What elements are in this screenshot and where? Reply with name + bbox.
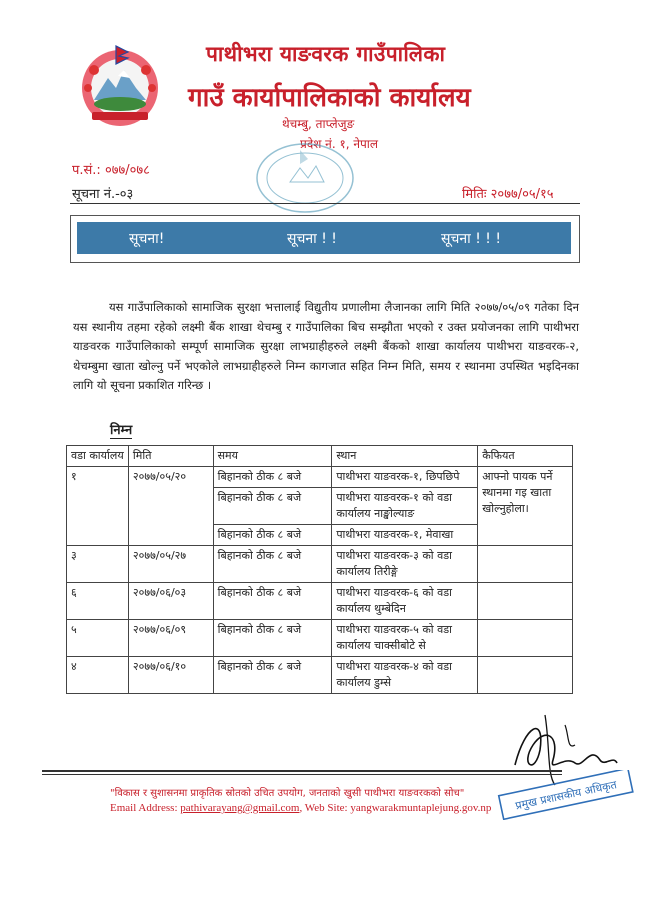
notice-body-text: यस गाउँपालिकाको सामाजिक सुरक्षा भत्तालाई विद्युतीय प्रणालीमा लैजानका लागि मिति २०७७/०५/०९ गतेका दिन यस स्थानीय तहमा रहेको लक्ष्मी बैंक शाखा थेचम्बु र गाउँपालिका बिच सम्झौता भएको र उक्त प्रयोजनका लागि पाथीभरा याङवरक गाउँपालिकाको सम्पूर्ण सामाजिक सुरक्षा लाभग्राहीहरुले लक्ष्मी बैंकको शाखा कार्यालय पाथीभरा याङवरक-२, थेचम्बुमा खाता खोल्नु पर्ने भएकोले लाभग्राहीहरुले निम्न कागजात सहित निम्न मिति, समय र स्थानमा उपस्थित भइदिनका लागि यो सूचना प्रकाशित गरिन्छ ।: [73, 300, 579, 392]
website-label: , Web Site:: [299, 802, 348, 814]
header-time: समय: [213, 446, 332, 467]
schedule-table: [66, 445, 573, 694]
cell-date: २०७७/०६/०३: [128, 583, 213, 620]
banner-word-1: सूचना!: [129, 231, 165, 247]
cell-ward: ३: [67, 546, 129, 583]
cell-time: बिहानको ठीक ८ बजे: [213, 583, 332, 620]
cell-place: पाथीभरा याङवरक-१, मेवाखा: [332, 525, 478, 546]
notice-number: सूचना नं.-०३: [72, 187, 134, 202]
table-row: [67, 583, 573, 620]
cell-ward: ४: [67, 657, 129, 694]
banner-word-3: सूचना ! ! !: [441, 231, 501, 247]
cell-date: २०७७/०५/२०: [128, 467, 213, 546]
header-place: स्थान: [332, 446, 478, 467]
header-ward: वडा कार्यालय: [67, 446, 129, 467]
reference-number: प.सं.: ०७७/०७८: [72, 163, 150, 178]
cell-date: २०७७/०६/१०: [128, 657, 213, 694]
website-link[interactable]: yangwarakmuntaplejung.gov.np: [350, 802, 492, 814]
officer-rubber-stamp: [490, 770, 640, 820]
table-row: [67, 467, 573, 488]
cell-place: पाथीभरा याङवरक-६ को वडा कार्यालय थुम्बेदिन: [332, 583, 478, 620]
cell-time: बिहानको ठीक ८ बजे: [213, 467, 332, 488]
footer-divider-thin: [42, 774, 562, 775]
header-date: मिति: [128, 446, 213, 467]
address-line-1: थेचम्बु, ताप्लेजुङ: [282, 117, 355, 131]
footer-slogan: "विकास र सुशासनमा प्राकृतिक स्रोतको उचित उपयोग, जनताको खुसी पाथीभरा याङवरकको सोच": [110, 788, 465, 799]
cell-ward: ५: [67, 620, 129, 657]
notice-body-paragraph: [73, 298, 579, 396]
cell-ward: १: [67, 467, 129, 546]
table-row: [67, 620, 573, 657]
cell-date: २०७७/०६/०९: [128, 620, 213, 657]
cell-time: बिहानको ठीक ८ बजे: [213, 620, 332, 657]
cell-ward: ६: [67, 583, 129, 620]
header-divider: [70, 203, 580, 204]
banner-word-2: सूचना ! !: [287, 231, 337, 247]
email-link[interactable]: pathivarayang@gmail.com: [180, 802, 300, 814]
header-remarks: कैफियत: [478, 446, 573, 467]
email-label: Email Address:: [110, 802, 178, 814]
cell-place: पाथीभरा याङवरक-३ को वडा कार्यालय तिरीङ्गे: [332, 546, 478, 583]
municipality-name: पाथीभरा याङवरक गाउँपालिका: [206, 42, 446, 66]
cell-place: पाथीभरा याङवरक-१ को वडा कार्यालय नाङ्खोल्याङ: [332, 488, 478, 525]
cell-remarks: [478, 583, 573, 620]
cell-date: २०७७/०५/२७: [128, 546, 213, 583]
cell-place: पाथीभरा याङवरक-५ को वडा कार्यालय चाक्सीबोटे से: [332, 620, 478, 657]
cell-time: बिहानको ठीक ८ बजे: [213, 488, 332, 525]
cell-place: पाथीभरा याङवरक-४ को वडा कार्यालय डुम्से: [332, 657, 478, 694]
table-header-row: [67, 446, 573, 467]
notice-banner: [77, 222, 571, 254]
footer-divider: [42, 770, 562, 772]
address-line-2: प्रदेश नं. १, नेपाल: [300, 137, 379, 151]
cell-remarks: [478, 620, 573, 657]
footer-contact-line: [110, 802, 491, 814]
stamp-text: प्रमुख प्रशासकीय अधिकृत: [514, 778, 618, 813]
office-seal-stamp: [250, 138, 360, 218]
table-row: [67, 657, 573, 694]
cell-remarks: आफ्नो पायक पर्ने स्थानमा गइ खाता खोल्नुहोला।: [478, 467, 573, 546]
cell-remarks: [478, 546, 573, 583]
notice-date: मितिः २०७७/०५/१५: [462, 187, 554, 202]
cell-remarks: [478, 657, 573, 694]
list-heading: निम्न: [110, 423, 133, 438]
cell-time: बिहानको ठीक ८ बजे: [213, 657, 332, 694]
cell-time: बिहानको ठीक ८ बजे: [213, 546, 332, 583]
cell-place: पाथीभरा याङवरक-१, छिपछिपे: [332, 467, 478, 488]
cell-time: बिहानको ठीक ८ बजे: [213, 525, 332, 546]
nepal-emblem-logo: [72, 40, 168, 130]
office-name: गाउँ कार्यापालिकाको कार्यालय: [188, 83, 471, 113]
table-row: [67, 546, 573, 583]
